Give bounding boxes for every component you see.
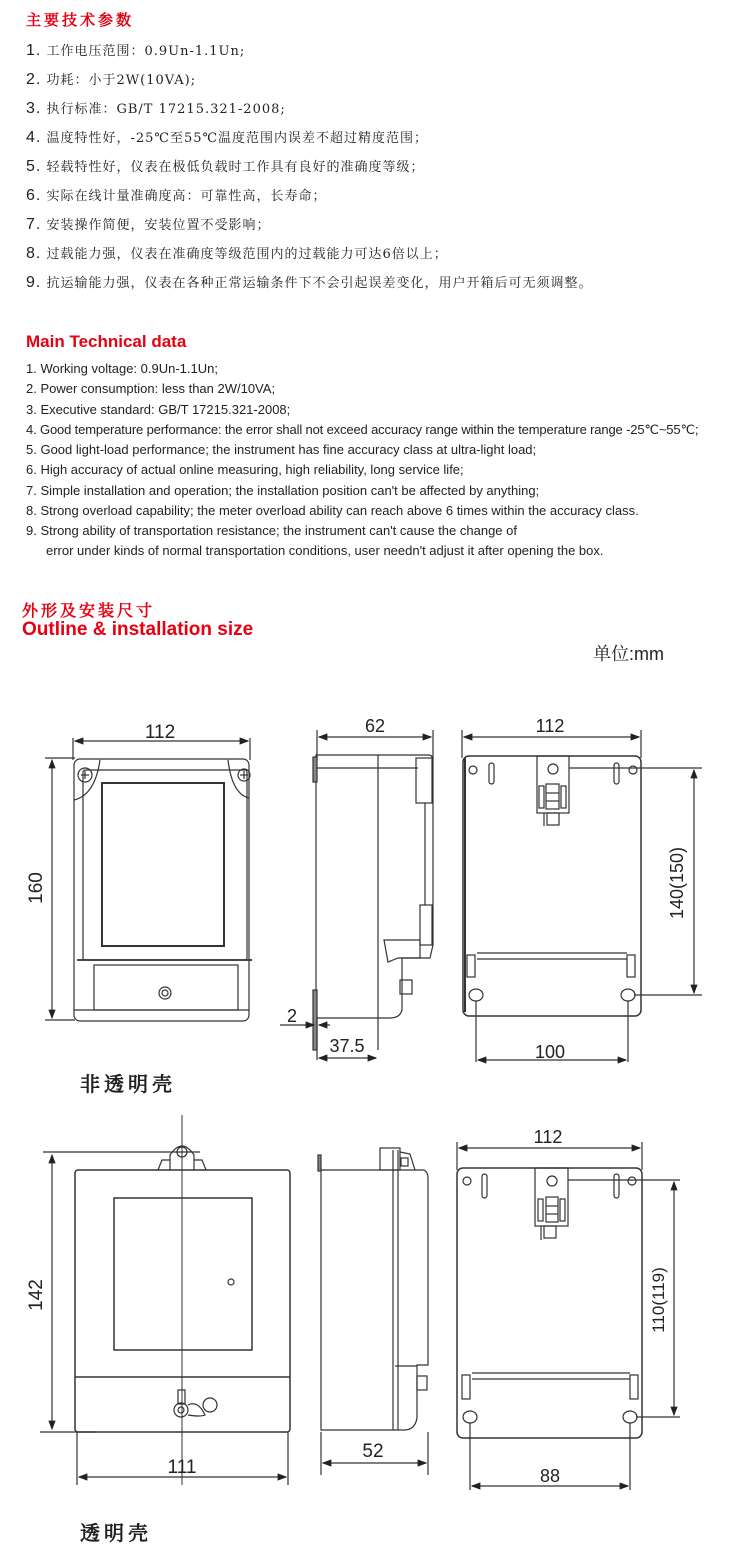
- en-spec-item: 4. Good temperature performance: the error shall not exceed accuracy range within the temperature range -25℃~55℃;: [26, 422, 699, 437]
- item-text: 温度特性好，-25℃至55℃温度范围内误差不超过精度范围；: [46, 131, 429, 146]
- cn-spec-item: [26, 156, 425, 176]
- outline-title-cn: 外形及安装尺寸: [22, 601, 156, 620]
- opaque-back-view-drawing: [440, 700, 750, 1070]
- dim-hole-vertical: 140(150): [667, 846, 687, 920]
- item-number: 7.: [26, 216, 42, 233]
- dim-hole-horizontal: 88: [539, 1466, 561, 1486]
- item-text: 功耗：小于2W(10VA);: [46, 73, 197, 88]
- en-spec-item: 6. High accuracy of actual online measuring, high reliability, long service life;: [26, 462, 464, 477]
- en-spec-item: 9. Strong ability of transportation resistance; the instrument can't cause the change of: [26, 523, 517, 538]
- dim-depth: 52: [362, 1441, 384, 1462]
- dim-width: 111: [167, 1457, 197, 1478]
- en-spec-item: 5. Good light-load performance; the instrument has fine accuracy class at ultra-light load;: [26, 442, 537, 457]
- en-spec-item: 3. Executive standard: GB/T 17215.321-2008;: [26, 402, 291, 417]
- dim-height: 142: [26, 1279, 47, 1311]
- cn-spec-item: [26, 214, 271, 234]
- transparent-front-view-drawing: [0, 1115, 300, 1495]
- dim-depth: 62: [364, 716, 386, 736]
- item-number: 6.: [26, 187, 42, 204]
- item-text: 抗运输能力强，仪表在各种正常运输条件下不会引起误差变化，用户开箱后可无须调整。: [46, 276, 593, 291]
- dim-body-depth: 37.5: [329, 1036, 365, 1056]
- item-text: 实际在线计量准确度高：可靠性高，长寿命；: [46, 189, 327, 204]
- item-text: 轻载特性好，仪表在极低负载时工作具有良好的准确度等级；: [46, 160, 425, 175]
- dim-flange: 2: [286, 1006, 298, 1026]
- item-number: 2.: [26, 71, 42, 88]
- dim-height: 160: [26, 872, 47, 904]
- cn-section-title: 主要技术参数: [26, 11, 135, 29]
- outline-title-en: Outline & installation size: [22, 619, 254, 640]
- item-number: 5.: [26, 158, 42, 175]
- en-spec-item-continuation: error under kinds of normal transportation conditions, user needn't adjust it after opening the box.: [46, 543, 604, 558]
- cn-spec-item: [26, 40, 245, 60]
- cn-spec-item: [26, 185, 327, 205]
- en-spec-item: 7. Simple installation and operation; the installation position can't be affected by anything;: [26, 483, 540, 498]
- transparent-side-view-drawing: [300, 1120, 450, 1480]
- cn-spec-item: [26, 127, 428, 147]
- item-number: 9.: [26, 274, 42, 291]
- item-number: 8.: [26, 245, 42, 262]
- item-text: 过载能力强，仪表在准确度等级范围内的过载能力可达6倍以上；: [46, 247, 448, 262]
- dim-width: 112: [535, 716, 565, 736]
- en-spec-item: 2. Power consumption: less than 2W/10VA;: [26, 381, 276, 396]
- transparent-back-view-drawing: [440, 1110, 750, 1490]
- cn-spec-item: [26, 98, 286, 118]
- en-section-title: Main Technical data: [26, 332, 187, 351]
- dim-width: 112: [144, 722, 176, 743]
- opaque-side-view-drawing: [270, 700, 450, 1070]
- cn-spec-item: [26, 272, 593, 292]
- cn-spec-item: [26, 69, 196, 89]
- dim-hole-horizontal: 100: [534, 1042, 566, 1062]
- dim-hole-vertical: 110(119): [649, 1267, 668, 1333]
- en-spec-item: 1. Working voltage: 0.9Un-1.1Un;: [26, 361, 218, 376]
- cn-spec-item: [26, 243, 448, 263]
- item-text: 工作电压范围：0.9Un-1.1Un;: [46, 44, 246, 59]
- item-number: 1.: [26, 42, 42, 59]
- unit-label: 单位:mm: [593, 644, 664, 664]
- item-text: 安装操作简便，安装位置不受影响；: [46, 218, 271, 233]
- dim-width: 112: [533, 1127, 563, 1147]
- item-number: 3.: [26, 100, 42, 117]
- en-spec-item: 8. Strong overload capability; the meter overload ability can reach above 6 times within the accuracy class.: [26, 503, 639, 518]
- opaque-front-view-drawing: [0, 700, 280, 1040]
- item-text: 执行标准：GB/T 17215.321-2008;: [46, 102, 286, 117]
- item-number: 4.: [26, 129, 42, 146]
- transparent-case-caption: 透明壳: [80, 1521, 152, 1545]
- opaque-case-caption: 非透明壳: [80, 1072, 176, 1096]
